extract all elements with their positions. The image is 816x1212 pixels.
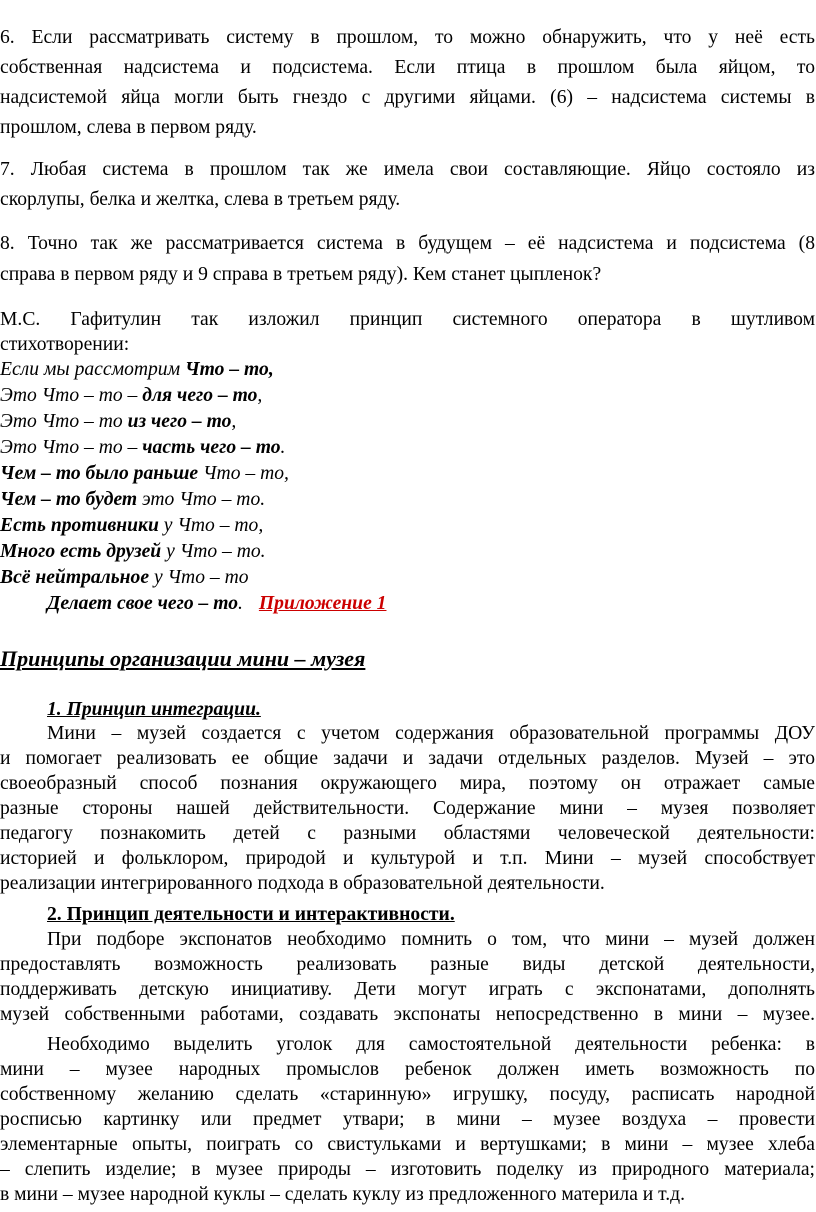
principle-2-heading: 2. Принцип деятельности и интерактивности. <box>47 904 455 925</box>
poem-text: , <box>231 411 237 432</box>
poem-line <box>0 514 263 538</box>
paragraph-line: 8. Точно так же рассматривается система в будущем – её надсистема и подсистема (8 <box>0 233 815 254</box>
poem-line <box>0 410 236 434</box>
paragraph-line: собственная надсистема и подсистема. Если птица в прошлом была яйцом, то <box>0 57 815 78</box>
poem-text: у Что – то <box>149 567 249 588</box>
poem-emphasis: для чего – то <box>142 385 258 406</box>
paragraph-line: При подборе экспонатов необходимо помнить о том, что мини – музей должен <box>47 929 815 950</box>
principle-1-heading: 1. Принцип интеграции. <box>47 699 261 720</box>
poem-line <box>0 488 265 512</box>
paragraph-line: педагогу познакомить детей с разными областями человеческой деятельности: <box>0 823 815 844</box>
poem-line <box>0 540 266 564</box>
paragraph-line: скорлупы, белка и желтка, слева в третьем ряду. <box>0 189 401 210</box>
paragraph-line: прошлом, слева в первом ряду. <box>0 117 257 138</box>
poem-text: , <box>257 385 263 406</box>
poem-text: это Что – то. <box>137 489 266 510</box>
paragraph-line: стихотворении: <box>0 334 130 355</box>
poem-text: Это Что – то <box>0 411 128 432</box>
section-title: Принципы организации мини – музея <box>0 646 366 671</box>
poem-line <box>0 462 289 486</box>
poem-line <box>0 566 249 590</box>
poem-line <box>0 436 285 460</box>
paragraph-line: разные стороны нашей действительности. Содержание мини – музея позволяет <box>0 798 815 819</box>
poem-emphasis: Чем – то было раньше <box>0 463 199 484</box>
paragraph-line: мини – музее народных промыслов ребенок должен иметь возможность по <box>0 1059 815 1080</box>
poem-emphasis: Чем – то будет <box>0 489 138 510</box>
paragraph-line: реализации интегрированного подхода в образовательной деятельности. <box>0 873 605 894</box>
poem-emphasis: Делает свое чего – то <box>47 593 238 614</box>
poem-emphasis: Много есть друзей <box>0 541 162 562</box>
poem-emphasis: Что – то, <box>185 359 274 380</box>
poem-line <box>0 384 262 408</box>
poem-text: Это Что – то – <box>0 437 143 458</box>
poem-emphasis: из чего – то <box>127 411 232 432</box>
poem-text: у Что – то. <box>161 541 266 562</box>
paragraph-line: Необходимо выделить уголок для самостоятельной деятельности ребенка: в <box>47 1034 815 1055</box>
paragraph-line: музей собственными работами, создавать экспонаты непосредственно в мини – музее. <box>0 1004 815 1025</box>
poem-emphasis: Всё нейтральное <box>0 567 150 588</box>
paragraph-line: предоставлять возможность реализовать разные виды детской деятельности, <box>0 954 815 975</box>
poem-emphasis: часть чего – то <box>142 437 281 458</box>
paragraph-line: собственному желанию сделать «старинную» игрушку, посуду, расписать народной <box>0 1084 815 1105</box>
paragraph-line: в мини – музее народной куклы – сделать куклу из предложенного материла и т.д. <box>0 1184 686 1205</box>
paragraph-line: историей и фольклором, природой и культурой и т.п. Мини – музей способствует <box>0 848 815 869</box>
poem-text: у Что – то, <box>158 515 264 536</box>
paragraph-line: надсистемой яйца могли быть гнездо с другими яйцами. (6) – надсистема системы в <box>0 87 815 108</box>
paragraph-line: 7. Любая система в прошлом так же имела свои составляющие. Яйцо состояло из <box>0 159 815 180</box>
poem-text: . <box>238 593 243 614</box>
appendix-1-link[interactable]: Приложение 1 <box>258 593 387 614</box>
poem-line <box>0 358 274 382</box>
paragraph-line: своеобразный способ познания окружающего мира, поэтому он отражает самые <box>0 773 815 794</box>
paragraph-line: элементарные опыты, поиграть со свистульками и вертушками; в мини – музее хлеба <box>0 1134 815 1155</box>
poem-text: . <box>280 437 286 458</box>
paragraph-line: росписью картинку или предмет утвари; в мини – музее воздуха – провести <box>0 1109 815 1130</box>
paragraph-line: и помогает реализовать ее общие задачи и задачи отдельных разделов. Музей – это <box>0 748 815 769</box>
poem-line <box>47 592 386 616</box>
paragraph-line: – слепить изделие; в музее природы – изготовить поделку из природного материала; <box>0 1159 815 1180</box>
poem-emphasis: Есть противники <box>0 515 159 536</box>
paragraph-line: Мини – музей создается с учетом содержания образовательной программы ДОУ <box>47 723 815 744</box>
poem-text: Это Что – то – <box>0 385 143 406</box>
paragraph-line: 6. Если рассматривать систему в прошлом, то можно обнаружить, что у неё есть <box>0 27 815 48</box>
paragraph-line: справа в первом ряду и 9 справа в третьем ряду). Кем станет цыпленок? <box>0 264 602 285</box>
paragraph-line: М.С. Гафитулин так изложил принцип системного оператора в шутливом <box>0 309 815 330</box>
poem-text: Если мы рассмотрим <box>0 359 186 380</box>
poem-text: Что – то, <box>198 463 289 484</box>
paragraph-line: поддерживать детскую инициативу. Дети могут играть с экспонатами, дополнять <box>0 979 815 1000</box>
